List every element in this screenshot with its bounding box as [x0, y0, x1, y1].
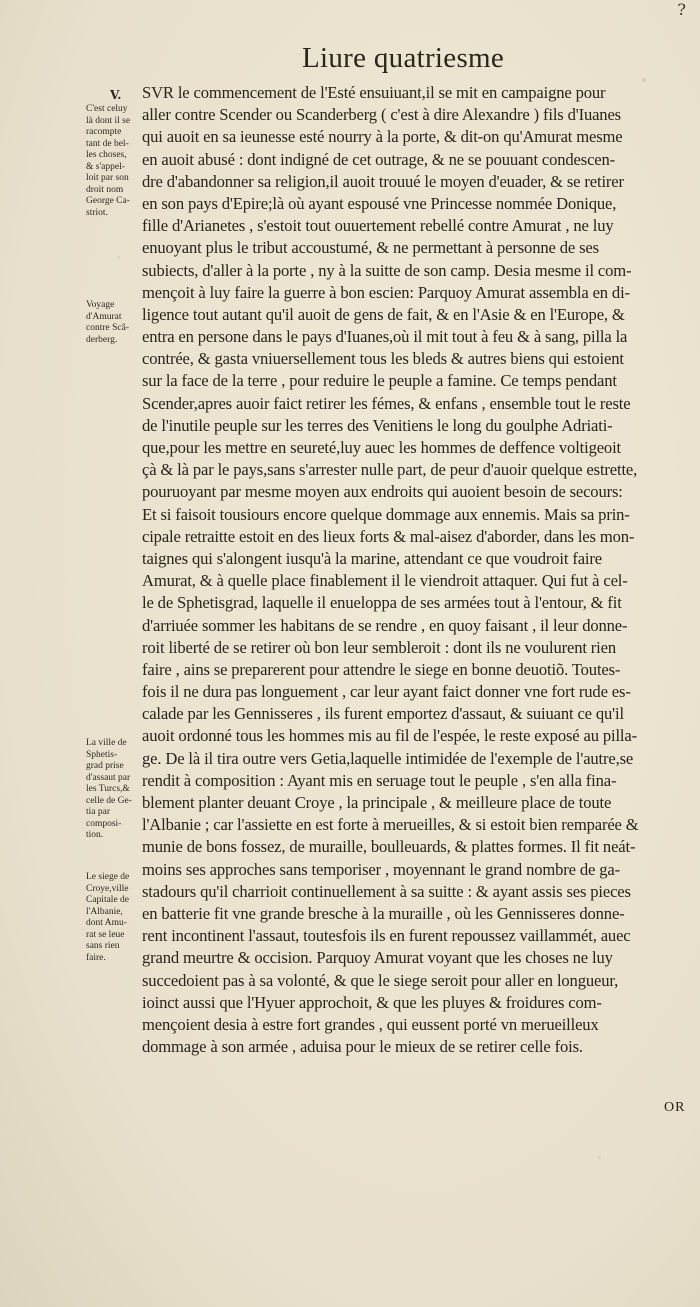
text-line: calade par les Gennisseres , ils furent emportez d'assaut, & suiuant ce qu'il: [142, 704, 624, 724]
page-number: ?: [677, 0, 686, 19]
text-line: SVR le commencement de l'Esté ensuiuant,il se mit en campaigne pour: [142, 83, 606, 102]
catchword: OR: [664, 1100, 686, 1115]
text-line: ligence tout autant qu'il auoit de gens de fait, & en l'Asie & en l'Europe, &: [142, 304, 625, 324]
text-line: auoit ordonné tous les hommes mis au fil de l'espée, le reste exposé au pilla-: [142, 726, 637, 746]
text-line: rent incontinent l'assaut, toutesfois ils en furent repoussez vaillammét, auec: [142, 926, 631, 946]
text-line: l'Albanie ; car l'assiette en est forte à merueilles, & si estoit bien remparée &: [142, 815, 639, 835]
text-line: ioinct aussi que l'Hyuer approchoit, & que les pluyes & froidures com-: [142, 992, 602, 1012]
text-line: blement planter deuant Croye , la principale , & meilleure place de toute: [142, 793, 612, 812]
text-line: d'arriuée sommer les habitans de se rendre , en quoy faisant , il leur donne-: [142, 615, 628, 635]
text-line: aller contre Scender ou Scanderberg ( c'est à dire Alexandre ) fils d'Iuanes: [142, 105, 621, 125]
running-head: Liure quatriesme: [302, 42, 505, 74]
text-line: contrée, & gasta vniuersellement tous les bleds & autres biens qui estoient: [142, 349, 624, 369]
text-line: mençoit à luy faire la guerre à bon escien: Parquoy Amurat assembla en di-: [142, 282, 630, 302]
text-line: le de Sphetisgrad, laquelle il enueloppa de ses armées tout à l'entour, & fit: [142, 593, 622, 613]
text-line: mençoient desia à estre fort grandes , qui eussent porté vn merueilleux: [142, 1014, 599, 1034]
text-line: Et si faisoit tousiours encore quelque dommage aux ennemis. Mais sa prin-: [142, 504, 630, 524]
text-line: dre d'abandonner sa religion,il auoit trouué le moyen d'euader, & se retirer: [142, 171, 624, 191]
text-line: çà & là par le pays,sans s'arrester nulle part, de peur d'auoir quelque estrette,: [142, 460, 638, 480]
text-line: subiects, d'aller à la porte , ny à la suitte de son camp. Desia mesme il com-: [142, 260, 632, 280]
margin-note-scanderberg: C'est celuy là dont il se racompte tant de bel- les choses, & s'appel- loit par son droit nom George Ca- striot.: [86, 104, 131, 218]
text-line: sur la face de la terre , pour reduire le peuple a famine. Ce temps pendant: [142, 371, 617, 391]
text-line: munie de bons fossez, de muraille, boulleuards, & plattes formes. Il fit neát-: [142, 837, 636, 857]
text-line: moins ses approches sans temporiser , moyennant le grand nombre de ga-: [142, 859, 620, 879]
text-line: fois il ne dura pas longuement , car leur ayant faict donner vne fort rude es-: [142, 682, 631, 702]
text-line: stadours qu'il charrioit continuellement à sa suitte : & ayant assis ses pieces: [142, 881, 631, 901]
margin-note-sphetisgrad: La ville de Sphetis- grad prise d'assaut par les Turcs,& celle de Ge- tia par composi- tion.: [86, 738, 132, 840]
body-text: [142, 82, 686, 1058]
text-line: que,pour les mettre en seureté,luy auec les hommes de deffence voltigeoit: [142, 438, 622, 457]
text-line: dommage à son armée , aduisa pour le mieux de se retirer celle fois.: [142, 1037, 583, 1057]
text-line: de l'inutile peuple sur les terres des Venitiens le long du goulphe Adriati-: [142, 415, 613, 435]
text-line: entra en persone dans le pays d'Iuanes,où il mit tout à feu & à sang, pilla la: [142, 327, 628, 347]
text-line: succedoient pas à sa volonté, & que le siege seroit pour aller en longueur,: [142, 970, 619, 990]
text-line: taignes qui s'alongent iusqu'à la marine, attendant ce que voudroit faire: [142, 548, 602, 568]
text-line: Amurat, & à quelle place finablement il le viendroit attaquer. Qui fut à cel-: [142, 571, 628, 591]
text-line: en auoit abusé : dont indigné de cet outrage, & ne se pouuant condescen-: [142, 149, 616, 169]
text-line: roit liberté de se retirer où bon leur sembleroit : dont ils ne voulurent rien: [142, 637, 616, 657]
text-line: fille d'Arianetes , s'estoit tout ouuertement rebellé contre Amurat , ne luy: [142, 216, 614, 236]
section-mark: V.: [110, 88, 122, 102]
paper-spot: [598, 1156, 601, 1159]
text-line: pouruoyant par mesme moyen aux endroits qui auoient besoin de secours:: [142, 482, 623, 502]
paper-spot: [118, 256, 120, 258]
text-line: ge. De là il tira outre vers Getia,laquelle intimidée de l'exemple de l'autre,se: [142, 748, 634, 768]
text-line: enuoyant plus le tribut accoustumé, & ne permettant à personne de ses: [142, 238, 599, 258]
text-line: Scender,apres auoir faict retirer les fémes, & enfans , ensemble tout le reste: [142, 393, 631, 413]
text-line: cipale retraitte estoit en des lieux forts & mal-aisez d'aborder, dans les mon-: [142, 526, 635, 546]
text-line: en batterie fit vne grande bresche à la muraille , où les Gennisseres donne-: [142, 903, 625, 923]
margin-note-croye: Le siege de Croye,ville Capitale de l'Albanie, dont Amu- rat se leue sans rien faire.: [86, 872, 130, 963]
text-line: grand meurtre & occision. Parquoy Amurat voyant que les choses ne luy: [142, 948, 613, 968]
margin-note-voyage: Voyage d'Amurat contre Scã- derberg.: [86, 300, 129, 345]
text-line: en son pays d'Epire;là où ayant espousé vne Princesse nommée Donique,: [142, 193, 617, 213]
text-line: qui auoit en sa ieunesse esté nourry à la porte, & dit-on qu'Amurat mesme: [142, 127, 623, 147]
text-line: rendit à composition : Ayant mis en seruage tout le peuple , s'en alla fina-: [142, 770, 617, 790]
text-line: faire , ains se preparerent pour attendre le siege en bonne deuotiõ. Toutes-: [142, 659, 621, 679]
